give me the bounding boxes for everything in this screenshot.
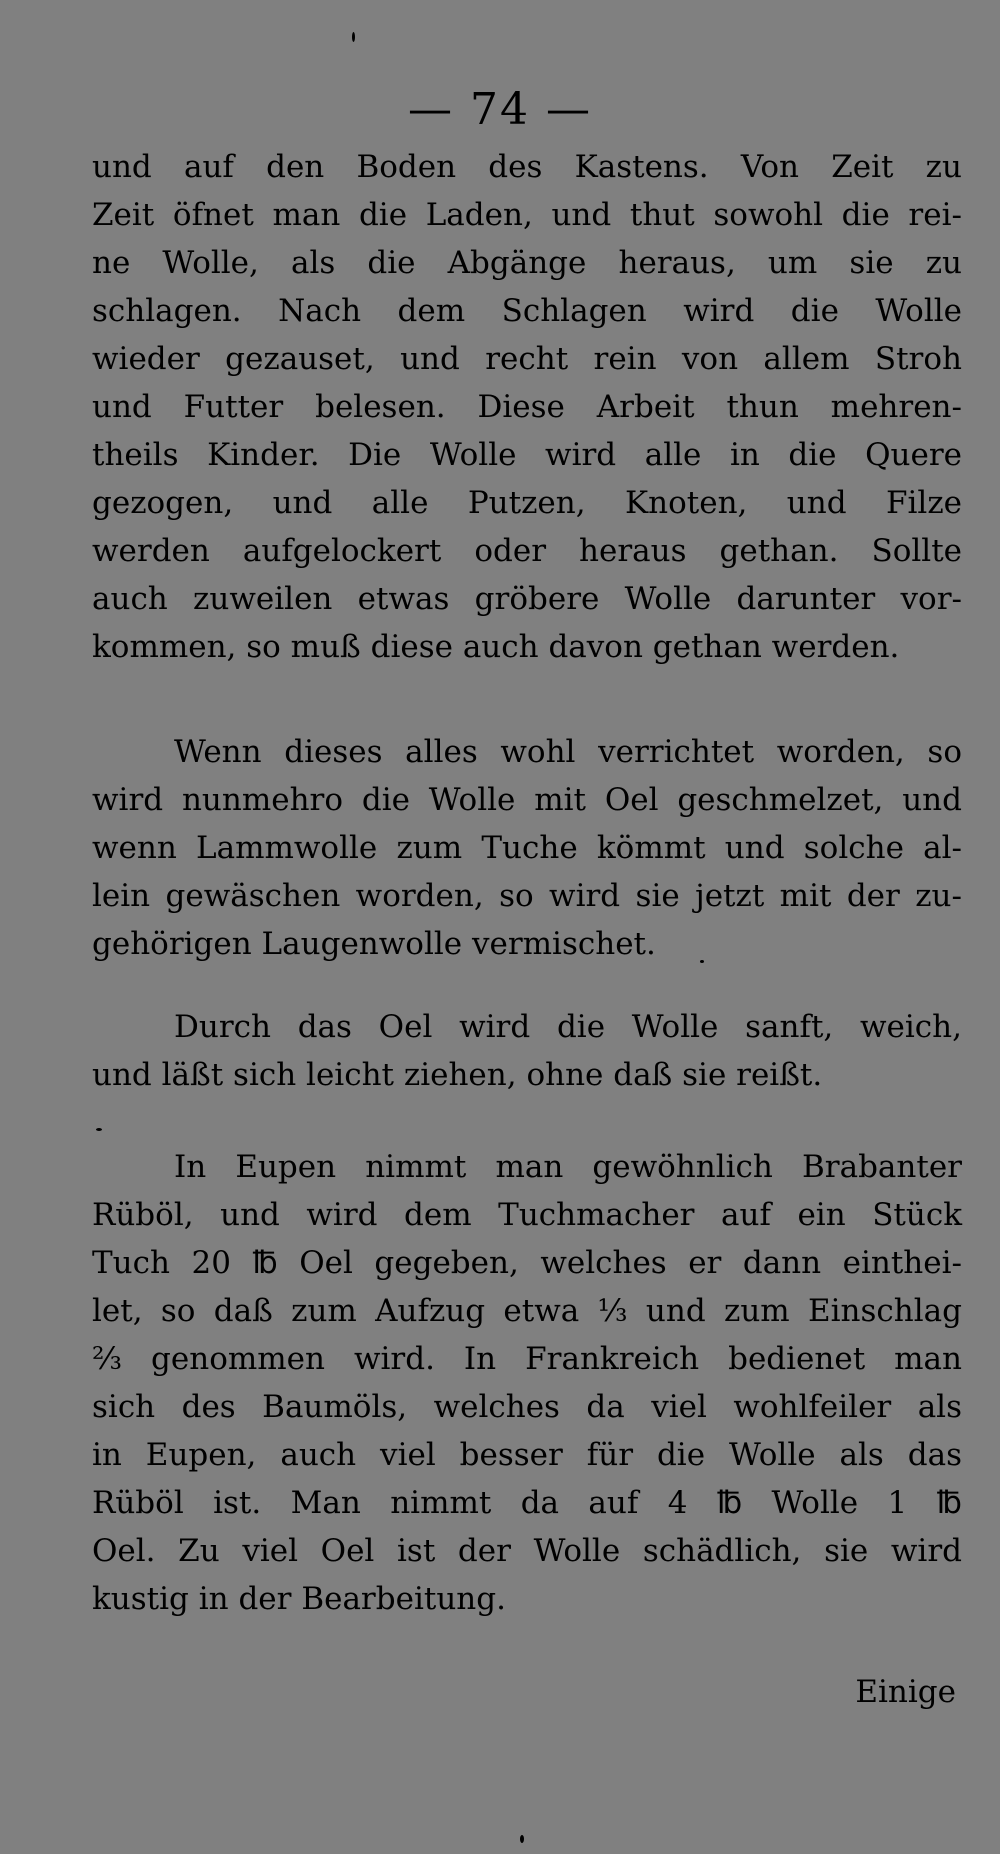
paragraph-3 [92,1003,962,1099]
paragraph-1 [92,143,962,671]
paragraph-4 [92,1143,962,1623]
text-line: wird nunmehro die Wolle mit Oel geschmelzet, und [92,782,962,818]
text-line: sich des Baumöls, welches da viel wohlfeiler als [92,1389,962,1425]
text-line: Tuch 20 ℔ Oel gegeben, welches er dann einthei- [92,1245,962,1281]
text-line: gezogen, und alle Putzen, Knoten, und Filze [92,485,962,521]
text-line: und auf den Boden des Kastens. Von Zeit zu [92,149,962,185]
text-line: und läßt sich leicht ziehen, ohne daß sie reißt. [92,1057,823,1093]
text-line: werden aufgelockert oder heraus gethan. Sollte [92,533,962,569]
catchword: Einige [855,1674,956,1710]
scan-speck [520,1835,524,1843]
text-line: Durch das Oel wird die Wolle sanft, weich, [174,1009,962,1045]
text-line: auch zuweilen etwas gröbere Wolle darunter vor- [92,581,962,617]
text-line: lein gewäschen worden, so wird sie jetzt mit der zu- [92,878,962,914]
text-line: gehörigen Laugenwolle vermischet. [92,926,656,962]
text-line: und Futter belesen. Diese Arbeit thun mehren- [92,389,962,425]
scan-speck [96,1128,102,1131]
text-line: ⅔ genommen wird. In Frankreich bedienet man [92,1341,962,1377]
text-line: kommen, so muß diese auch davon gethan werden. [92,629,900,665]
scan-speck [700,960,704,963]
text-line: Wenn dieses alles wohl verrichtet worden, so [174,734,962,770]
text-line: let, so daß zum Aufzug etwa ⅓ und zum Einschlag [92,1293,962,1329]
text-line: wenn Lammwolle zum Tuche kömmt und solche al- [92,830,962,866]
page-number: — 74 — [408,84,592,135]
text-line: Rüböl ist. Man nimmt da auf 4 ℔ Wolle 1 ℔ [92,1485,962,1521]
text-line: Oel. Zu viel Oel ist der Wolle schädlich, sie wird [92,1533,962,1569]
text-line: theils Kinder. Die Wolle wird alle in die Quere [92,437,962,473]
text-line: schlagen. Nach dem Schlagen wird die Wolle [92,293,962,329]
text-line: Zeit öfnet man die Laden, und thut sowohl die rei- [92,197,962,233]
text-line: Rüböl, und wird dem Tuchmacher auf ein Stück [92,1197,962,1233]
scan-speck [352,32,355,42]
text-line: kustig in der Bearbeitung. [92,1581,506,1617]
text-line: in Eupen, auch viel besser für die Wolle als das [92,1437,962,1473]
text-line: In Eupen nimmt man gewöhnlich Brabanter [174,1149,962,1185]
text-line: ne Wolle, als die Abgänge heraus, um sie zu [92,245,962,281]
paragraph-2 [92,728,962,968]
text-line: wieder gezauset, und recht rein von allem Stroh [92,341,962,377]
